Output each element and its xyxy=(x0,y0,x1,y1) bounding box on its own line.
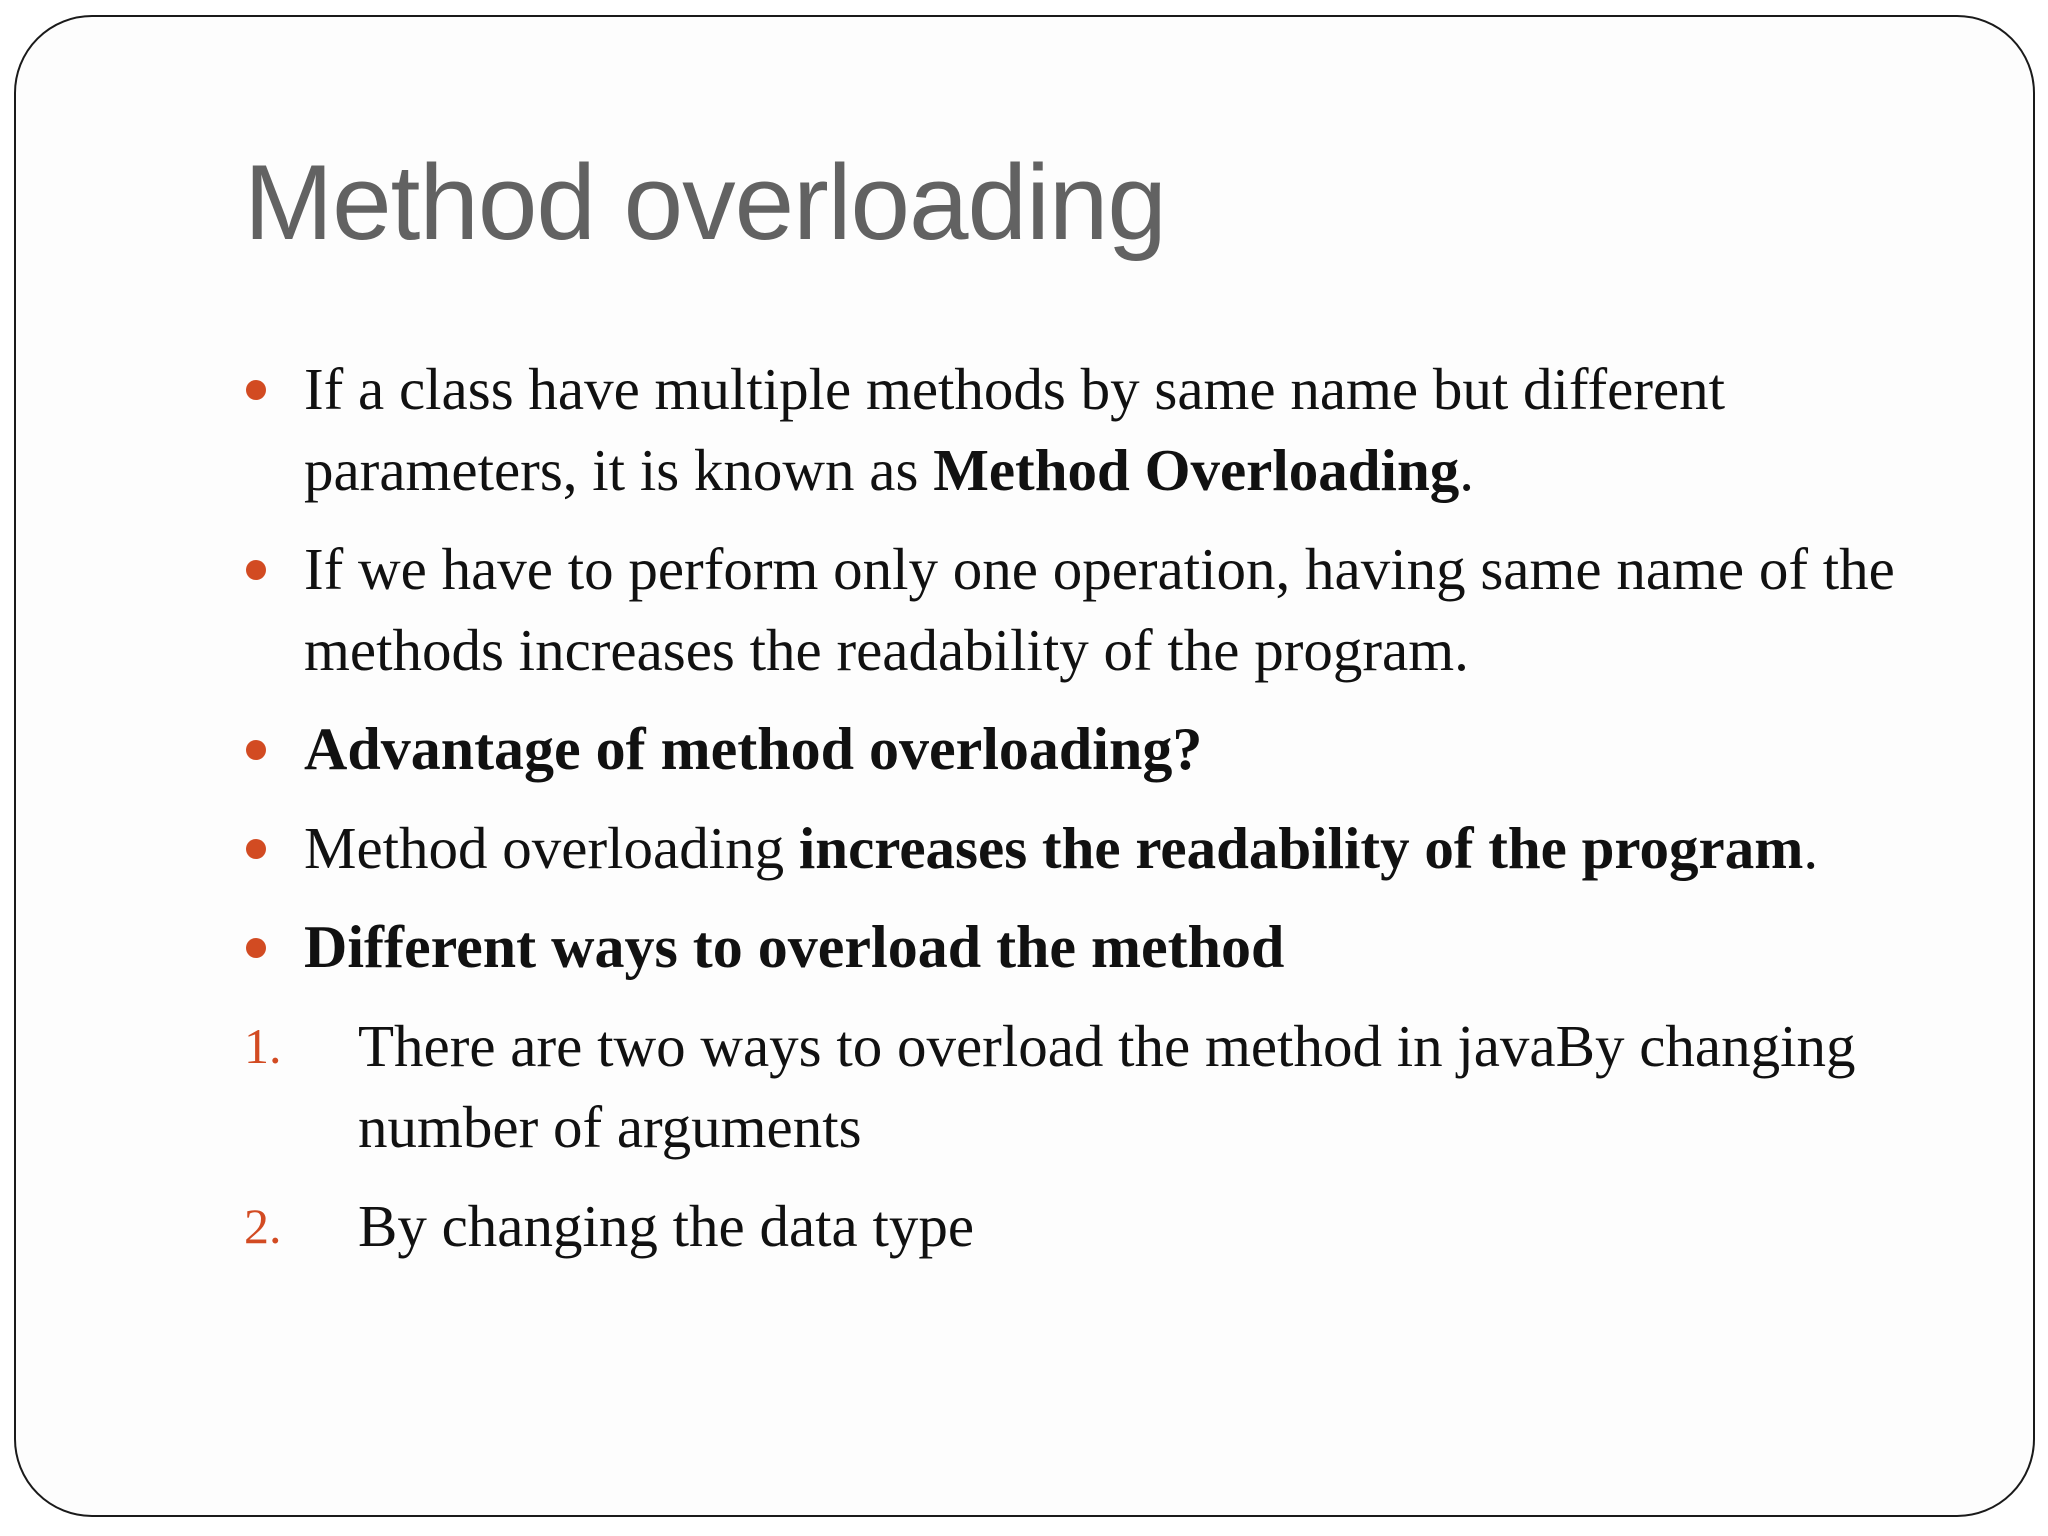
numbered-text: There are two ways to overload the method in javaBy changing number of arguments xyxy=(358,1013,1856,1160)
bullet-item-ways-heading xyxy=(244,907,1984,988)
bullet-text: . xyxy=(1803,815,1819,881)
bullet-bold-text: increases the readability of the program xyxy=(798,815,1804,881)
bullet-text: Method overloading xyxy=(304,815,799,881)
bullet-dot-icon xyxy=(246,380,266,400)
list-number: 1. xyxy=(244,1018,282,1074)
slide-frame xyxy=(14,15,2035,1517)
bullet-dot-icon xyxy=(246,938,266,958)
bullet-bold-text: Advantage of method overloading? xyxy=(304,716,1203,782)
bullet-bold-text: Different ways to overload the method xyxy=(304,914,1285,980)
bullet-item-advantage xyxy=(244,808,1984,889)
bullet-text: If a class have multiple methods by same name but different parameters, it is known as xyxy=(304,356,1726,503)
slide-title: Method overloading xyxy=(244,142,1166,262)
bullet-item-definition xyxy=(244,349,1984,511)
bullet-dot-icon xyxy=(246,740,266,760)
list-number: 2. xyxy=(244,1198,282,1254)
numbered-item-2 xyxy=(244,1186,1984,1267)
bullet-item-advantage-heading xyxy=(244,709,1984,790)
numbered-item-1 xyxy=(244,1006,1984,1168)
bullet-dot-icon xyxy=(246,839,266,859)
bullet-text: . xyxy=(1459,437,1475,503)
bullet-item-readability xyxy=(244,529,1984,691)
numbered-text: By changing the data type xyxy=(358,1193,975,1259)
slide-body xyxy=(244,349,1984,1285)
bullet-bold-text: Method Overloading xyxy=(933,437,1460,503)
bullet-dot-icon xyxy=(246,560,266,580)
bullet-text: If we have to perform only one operation, having same name of the methods increases the readability of the program. xyxy=(304,536,1895,683)
